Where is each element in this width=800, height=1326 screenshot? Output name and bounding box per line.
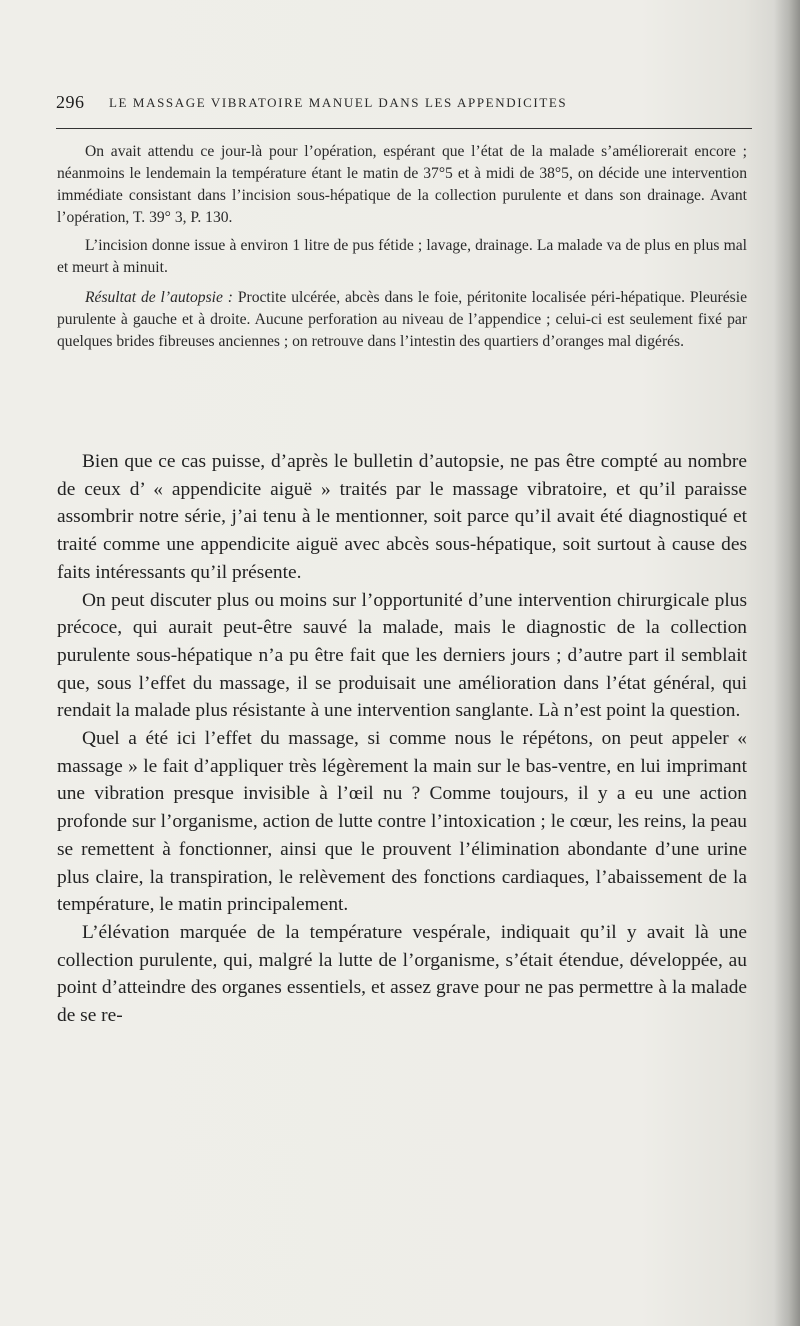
header-rule <box>56 128 752 129</box>
body-paragraph: On peut discuter plus ou moins sur l’opportunité d’une intervention chirurgicale plus précoce, qui aurait peut-être sauvé la malade, mais le diagnostic de la collection purulente sous-hépatique n’a pu être fait que les derniers jours ; d’autre part il semblait que, sous l’effet du massage, il se produisait une amélioration dans l’état général, qui rendait la malade plus résistante à une intervention sanglante. Là n’est point la question. <box>57 589 747 722</box>
case-notes <box>57 141 747 359</box>
main-text <box>57 448 747 1030</box>
page-header <box>56 92 756 116</box>
running-head: LE MASSAGE VIBRATOIRE MANUEL DANS LES APPENDICITES <box>109 95 568 110</box>
page-number: 296 <box>56 92 85 112</box>
autopsy-label: Résultat de l’autopsie : <box>85 289 233 306</box>
body-paragraph: Bien que ce cas puisse, d’après le bulletin d’autopsie, ne pas être compté au nombre de ceux d’ « appendicite aiguë » traités par le massage vibratoire, et qu’il paraisse assombrir notre série, j’ai tenu à le mentionner, soit parce qu’il avait été diagnostiqué et traité comme une appendicite aiguë avec abcès sous-hépatique, soit surtout à cause des faits intéressants qu’il présente. <box>57 451 747 583</box>
body-paragraph: Quel a été ici l’effet du massage, si comme nous le répétons, on peut appeler « massage » le fait d’appliquer très légèrement la main sur le bas-ventre, en lui imprimant une vibration presque invisible à l’œil nu ? Comme toujours, il y a eu une action profonde sur l’organisme, action de lutte contre l’intoxication ; le cœur, les reins, la peau se remettent à fonctionner, ainsi que le prouvent l’élimination abondante d’une urine plus claire, la transpiration, le relèvement des fonctions cardiaques, l’abaissement de la température, le matin principalement. <box>57 728 747 916</box>
case-note-paragraph: On avait attendu ce jour-là pour l’opération, espérant que l’état de la malade s’améliorerait encore ; néanmoins le lendemain la température étant le matin de 37°5 et à midi de 38°5, on décide une intervention immédiate consistant dans l’incision sous-hépatique de la collection purulente et dans son drainage. Avant l’opération, T. 39° 3, P. 130. <box>57 143 747 226</box>
autopsy-paragraph <box>57 287 747 353</box>
case-note-paragraph: L’incision donne issue à environ 1 litre de pus fétide ; lavage, drainage. La malade va de plus en plus mal et meurt à minuit. <box>57 237 747 276</box>
page-edge-shadow <box>774 0 800 1326</box>
autopsy-text: Proctite ulcérée, abcès dans le foie, péritonite localisée péri-hépatique. Pleurésie purulente à gauche et à droite. Aucune perforation au niveau de l’appendice ; celui-ci est seulement fixé par quelques brides fibreuses anciennes ; on retrouve dans l’intestin des quartiers d’oranges mal digérés. <box>57 289 747 350</box>
body-paragraph: L’élévation marquée de la température vespérale, indiquait qu’il y avait là une collection purulente, qui, malgré la lutte de l’organisme, s’était étendue, développée, au point d’atteindre des organes essentiels, et assez grave pour ne pas permettre à la malade de se re- <box>57 921 747 1027</box>
